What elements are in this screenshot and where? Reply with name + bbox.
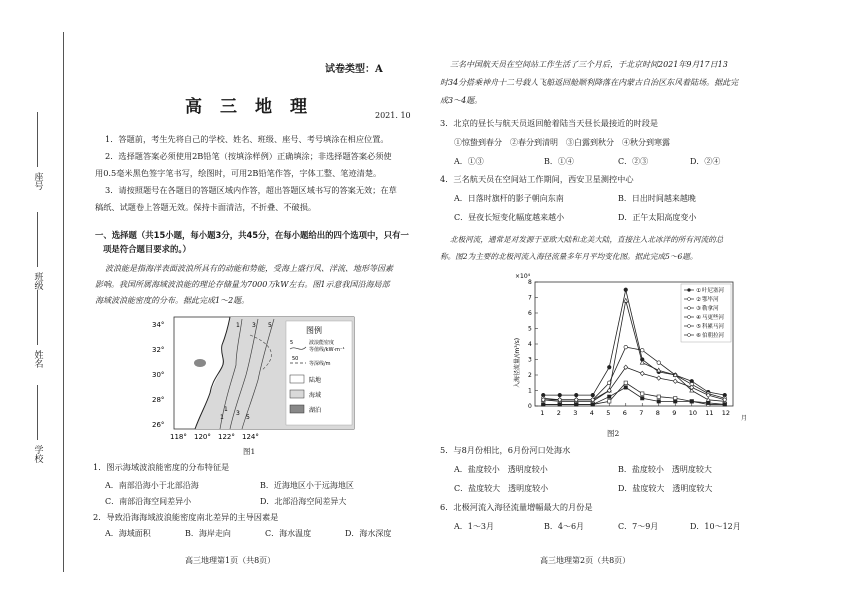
lat-label: 30° [152, 371, 165, 379]
data-point [608, 400, 611, 403]
legend-series-name: 勒拿河 [702, 306, 719, 312]
data-point [640, 371, 644, 375]
y-tick-label: 8 [528, 279, 532, 286]
q5-option-c: C．盐度较大 透明度较小 [454, 484, 549, 493]
map-legend [286, 321, 352, 425]
data-point [640, 348, 644, 352]
data-point [575, 403, 578, 406]
legend-lake-swatch [290, 405, 304, 413]
y-tick-label: 2 [528, 372, 532, 379]
y-tick-label: 0 [528, 403, 532, 410]
legend-sea-label: 海域 [309, 392, 322, 399]
lat-label: 32° [152, 346, 165, 354]
y-tick-label: 3 [528, 356, 532, 364]
q6-stem: 6．北极河流入海径流量增幅最大的月份是 [440, 502, 593, 512]
q6-option-d: D．10～12月 [690, 522, 741, 531]
q4-option-b: B．日出时间越来越晚 [618, 194, 696, 203]
x-tick-label: 12 [721, 409, 731, 417]
legend-land-swatch [290, 375, 304, 383]
legend-series-number: ① [696, 288, 701, 294]
name-label: 姓名 [32, 350, 43, 368]
school-rule [37, 385, 38, 440]
legend-sample-value: 5 [290, 340, 294, 346]
school-field [30, 445, 44, 467]
data-point [608, 395, 611, 398]
data-point [690, 400, 693, 403]
q3-option-c: C．②③ [618, 157, 649, 166]
lon-label: 122° [218, 433, 235, 441]
exam-no-label: 座号 [32, 172, 43, 190]
x-tick-label: 1 [540, 409, 545, 417]
data-point [706, 398, 710, 402]
x-tick-label: 2 [556, 409, 561, 417]
note-1: 1．答题前，考生先将自己的学校、姓名、班级、座号、考号填涂在相应位置。 [105, 134, 389, 144]
data-point [624, 288, 628, 292]
name-rule [37, 290, 38, 345]
q5-option-a: A．盐度较小 透明度较小 [454, 465, 548, 474]
data-point [657, 361, 661, 365]
data-point [707, 401, 710, 404]
q5-option-d: D．盐度较大 透明度较大 [618, 484, 713, 493]
data-point [674, 400, 677, 403]
data-point [624, 381, 627, 384]
q1-option-d: D．北部沿海空间差异大 [260, 497, 347, 506]
contour-label: 3 [252, 322, 256, 329]
legend-series-name: 鄂毕河 [702, 297, 719, 303]
q2-option-b: B．海岸走向 [185, 529, 231, 538]
legend-series-number: ⑥ [696, 333, 701, 339]
q6-option-b: B．4～6月 [544, 522, 585, 531]
data-point [558, 403, 561, 406]
q1-option-b: B．近海地区小于远海地区 [260, 481, 354, 490]
legend-series-name: 科累马河 [702, 324, 725, 330]
section-heading-line1: 一、选择题（共15小题，每小题3分，共45分，在每小题给出的四个选项中，只有一 [95, 230, 409, 240]
x-tick-label: 6 [622, 409, 627, 417]
legend-marker [688, 325, 691, 328]
q5-option-b: B．盐度较小 透明度较大 [618, 465, 712, 474]
passage3-line2: 称。图2为主要的北极河流入海径流量多年月平均变化图。据此完成5～6题。 [440, 252, 698, 261]
data-point [558, 393, 562, 397]
q3-option-a: A．①③ [454, 157, 484, 166]
q6-option-a: A．1～3月 [454, 522, 494, 531]
data-point [641, 392, 644, 395]
contour-label: 5 [246, 414, 250, 421]
data-point [657, 400, 660, 403]
class-label: 班级 [32, 272, 43, 290]
x-tick-label: 3 [573, 409, 578, 417]
exam-date: 2021. 10 [375, 111, 411, 120]
legend-marker [688, 334, 691, 337]
legend-sea-swatch [290, 390, 304, 398]
q3-periods: ①惊蛰到春分 ②春分到清明 ③白露到秋分 ④秋分到寒露 [454, 138, 670, 147]
chart-multiplier: ×10⁴ [515, 273, 531, 280]
legend-marker [688, 298, 691, 301]
data-point [591, 393, 595, 397]
q3-stem: 3．北京的昼长与航天员返回舱着陆当天昼长最接近的时段是 [440, 118, 659, 128]
x-tick-label: 5 [606, 409, 611, 417]
q2-stem: 2．导致沿海海域波浪能密度南北差异的主导因素是 [93, 512, 279, 522]
contour-label: 1 [224, 406, 228, 413]
q2-option-d: D．海水深度 [345, 529, 392, 538]
exam-type: 试卷类型：A [325, 64, 383, 75]
legend-series-name: 叶尼塞河 [702, 288, 725, 294]
passage2-line2: 时34分搭乘神舟十二号载人飞船返回舱顺利降落在内蒙古自治区东风着陆场。据此完 [440, 78, 739, 87]
q4-option-a: A．日落时旗杆的影子朝向东南 [454, 194, 564, 203]
q3-option-d: D．②④ [690, 157, 721, 166]
passage1-line2: 影响。我国所属海域波浪能的理论存储量为7000万kW左右。图1示意我国沿海局部 [95, 280, 390, 289]
x-tick-label: 4 [589, 409, 594, 417]
y-tick-label: 6 [528, 310, 532, 317]
passage2-line1: 三名中国航天员在空间站工作生活了三个月后，于北京时间2021年9月17日13 [450, 60, 728, 69]
section-heading [95, 228, 420, 256]
y-tick-label: 1 [528, 387, 532, 395]
q2-option-a: A．海域面积 [105, 529, 151, 538]
legend-marker [688, 289, 691, 292]
legend-series-number: ③ [696, 306, 701, 312]
note-2: 2．选择题答案必须使用2B铅笔（按填涂样例）正确填涂；非选择题答案必须使 [105, 151, 392, 161]
binding-line [63, 32, 64, 572]
legend-isobath-label: 等深线/m [309, 361, 331, 367]
passage1-line3: 海域波浪能密度的分布。据此完成1～2题。 [95, 296, 250, 305]
y-tick-label: 5 [528, 325, 532, 333]
contour-label: 1 [236, 322, 240, 329]
legend-series-number: ④ [696, 315, 701, 321]
exam-no-rule [37, 112, 38, 167]
passage1-line1: 波浪能是指海洋表面波浪所具有的动能和势能，受海上盛行风、洋流、地形等因素 [105, 264, 393, 273]
data-point [624, 298, 628, 302]
q4-option-c: C．昼夜长短变化幅度越来越小 [454, 213, 565, 222]
footer-right: 高三地理第2页（共8页） [540, 556, 631, 565]
legend-series-number: ⑤ [696, 324, 701, 330]
data-point [624, 386, 627, 389]
data-point [641, 397, 644, 400]
data-point [673, 379, 677, 383]
passage2-line3: 成3～4题。 [440, 96, 483, 105]
q4-stem: 4．三名航天员在空间站工作期间，西安卫星测控中心 [440, 174, 634, 184]
q1-option-a: A．南部沿海小于北部沿海 [105, 481, 199, 490]
passage3-line1: 北极河流，通常是对发源于亚欧大陆和北美大陆，直接注入北冰洋的所有河流的总 [450, 235, 724, 244]
lon-label: 118° [170, 433, 187, 441]
lat-label: 28° [152, 396, 165, 404]
name-field [30, 350, 44, 372]
chart-ylabel: 入海径流量/(m³/s) [514, 337, 521, 388]
x-tick-label: 8 [655, 409, 660, 417]
data-point [624, 345, 628, 349]
x-tick-label: 11 [705, 409, 714, 417]
note-2-cont: 用0.5毫米黑色签字笔书写，绘图时，可用2B铅笔作答，字体工整、笔迹清楚。 [95, 168, 382, 178]
contour-label: 5 [268, 322, 272, 329]
contour-label: 1 [220, 414, 224, 421]
legend-density-unit: 等值线/kW·m⁻¹ [309, 347, 345, 353]
footer-left: 高三地理第1页（共8页） [185, 556, 276, 565]
q2-option-c: C．海水温度 [265, 529, 312, 538]
exam-no-field [30, 172, 44, 194]
q1-stem: 1．图示海域波浪能密度的分布特征是 [93, 462, 230, 472]
data-point [723, 403, 726, 406]
q5-stem: 5．与8月份相比，6月份河口处海水 [440, 445, 571, 455]
lake [194, 359, 206, 367]
note-3-cont: 稿纸、试题卷上答题无效。保持卡面清洁，不折叠、不破损。 [95, 202, 317, 212]
q3-option-b: B．①④ [544, 157, 574, 166]
figure1-caption: 图1 [243, 447, 256, 456]
series-line [543, 347, 725, 400]
chart-xlabel: 月 [741, 415, 748, 422]
q6-option-c: C．7～9月 [618, 522, 659, 531]
data-point [542, 403, 545, 406]
school-label: 学校 [32, 445, 43, 463]
x-tick-label: 7 [639, 409, 644, 417]
data-point [657, 395, 660, 398]
q4-option-d: D．正午太阳高度变小 [618, 213, 697, 222]
binding-gutter [0, 0, 72, 604]
figure2-caption: 图2 [607, 429, 620, 438]
page-title: 高三地理 [185, 97, 325, 117]
q1-option-c: C．南部沿海空间差异小 [105, 497, 192, 506]
legend-title: 图例 [306, 326, 322, 335]
legend-marker [688, 307, 691, 310]
data-point [574, 393, 578, 397]
x-tick-label: 10 [688, 409, 698, 417]
note-3: 3．请按照题号在各题目的答题区域内作答，超出答题区域书写的答案无效；在草 [105, 185, 397, 195]
legend-series-number: ② [696, 297, 701, 303]
data-point [591, 403, 594, 406]
data-point [607, 365, 611, 369]
legend-series-name: 马更些河 [702, 315, 725, 321]
lat-label: 34° [152, 321, 165, 329]
lon-label: 124° [242, 433, 259, 441]
y-tick-label: 4 [528, 341, 532, 348]
class-rule [37, 212, 38, 267]
figure1-map [150, 315, 360, 445]
legend-lake-label: 湖泊 [309, 407, 322, 414]
y-tick-label: 7 [528, 294, 532, 302]
data-point [657, 376, 661, 380]
contour-label: 3 [236, 410, 240, 417]
lat-label: 26° [152, 421, 165, 429]
legend-land-label: 陆地 [309, 377, 322, 384]
section-heading-line2: 项是符合题目要求的。） [103, 244, 191, 254]
figure2-chart [505, 268, 755, 428]
lon-label: 120° [194, 433, 211, 441]
legend-marker [688, 316, 691, 319]
legend-sample-value: 50 [292, 356, 299, 362]
legend-density-label: 波浪能密度 [309, 340, 335, 346]
x-tick-label: 9 [672, 409, 677, 417]
legend-series-name: 伯朝拉河 [702, 333, 725, 339]
